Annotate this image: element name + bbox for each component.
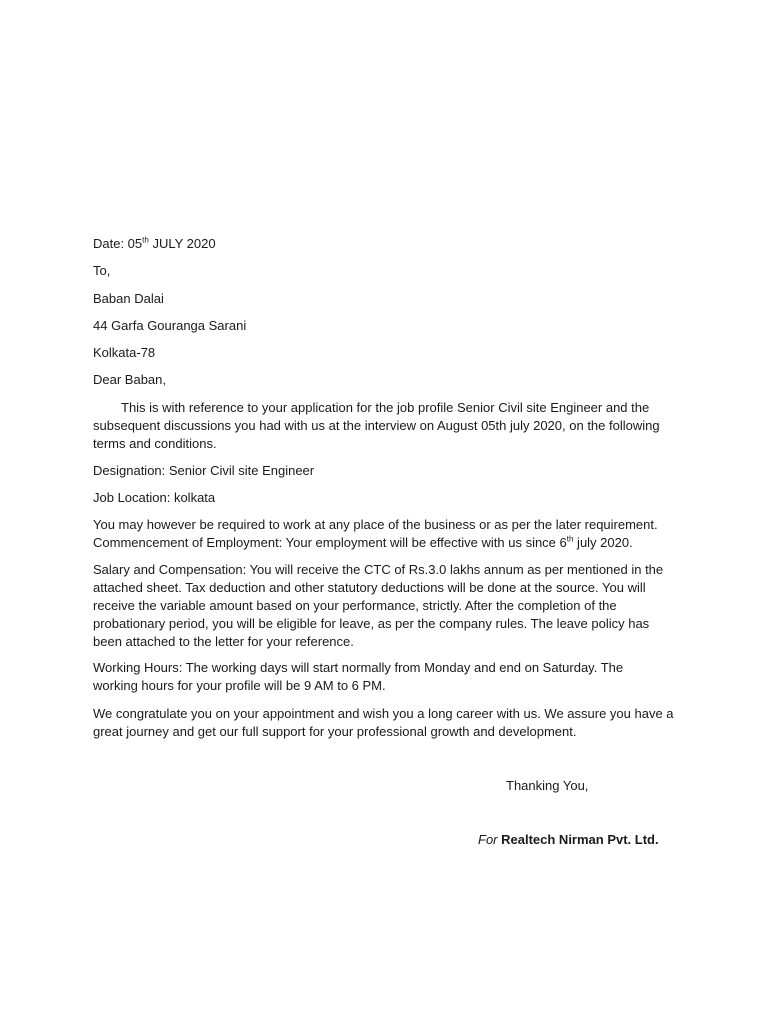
commencement-superscript: th (566, 534, 574, 544)
place-line: You may however be required to work at any place of the business or as per the later requirement. (93, 517, 658, 532)
hours-line-1: Working Hours: The working days will start normally from Monday and end on Saturday. The (93, 660, 624, 675)
address-line-1: 44 Garfa Gouranga Sarani (93, 318, 247, 333)
company-name: Realtech Nirman Pvt. Ltd. (501, 832, 659, 847)
signature-block (478, 831, 708, 849)
intro-line-3: terms and conditions. (93, 436, 217, 451)
salary-line-3: receive the variable amount based on your performance, strictly. After the completion of the (93, 598, 617, 613)
salutation: Dear Baban, (93, 372, 166, 387)
date-line (93, 235, 683, 253)
sign-for-label: For (478, 832, 498, 847)
hours-line-2: working hours for your profile will be 9 AM to 6 PM. (93, 678, 386, 693)
recipient-name: Baban Dalai (93, 291, 164, 306)
salary-line-5: been attached to the letter for your reference. (93, 634, 354, 649)
congratulations-paragraph (93, 705, 683, 741)
job-location-line: Job Location: kolkata (93, 490, 216, 505)
address-line-2: Kolkata-78 (93, 345, 156, 360)
congrats-line-2: great journey and get our full support for your professional growth and development. (93, 724, 577, 739)
commencement-prefix: Commencement of Employment: Your employment will be effective with us since 6 (93, 535, 567, 550)
designation-line: Designation: Senior Civil site Engineer (93, 463, 315, 478)
salary-line-2: attached sheet. Tax deduction and other statutory deductions will be done at the source. You will (93, 580, 646, 595)
intro-line-1: This is with reference to your application for the job profile Senior Civil site Engineer and the (121, 400, 650, 415)
date-suffix: JULY 2020 (148, 236, 216, 251)
salary-paragraph (93, 561, 683, 651)
commencement-paragraph (93, 516, 683, 552)
intro-paragraph (93, 399, 683, 453)
salary-line-4: probationary period, you will be eligible for leave, as per the company rules. The leave policy has (93, 616, 650, 631)
working-hours-paragraph (93, 659, 683, 695)
salary-line-1: Salary and Compensation: You will receive the CTC of Rs.3.0 lakhs annum as per mentioned in the (93, 562, 664, 577)
to-line: To, (93, 263, 111, 278)
date-prefix: Date: 05 (93, 236, 143, 251)
congrats-line-1: We congratulate you on your appointment and wish you a long career with us. We assure you have a (93, 706, 674, 721)
date-superscript: th (142, 235, 149, 245)
closing-line: Thanking You, (506, 778, 589, 793)
commencement-line (93, 534, 683, 552)
intro-line-2: subsequent discussions you had with us at the interview on August 05th july 2020, on the following (93, 418, 660, 433)
commencement-suffix: july 2020. (573, 535, 633, 550)
